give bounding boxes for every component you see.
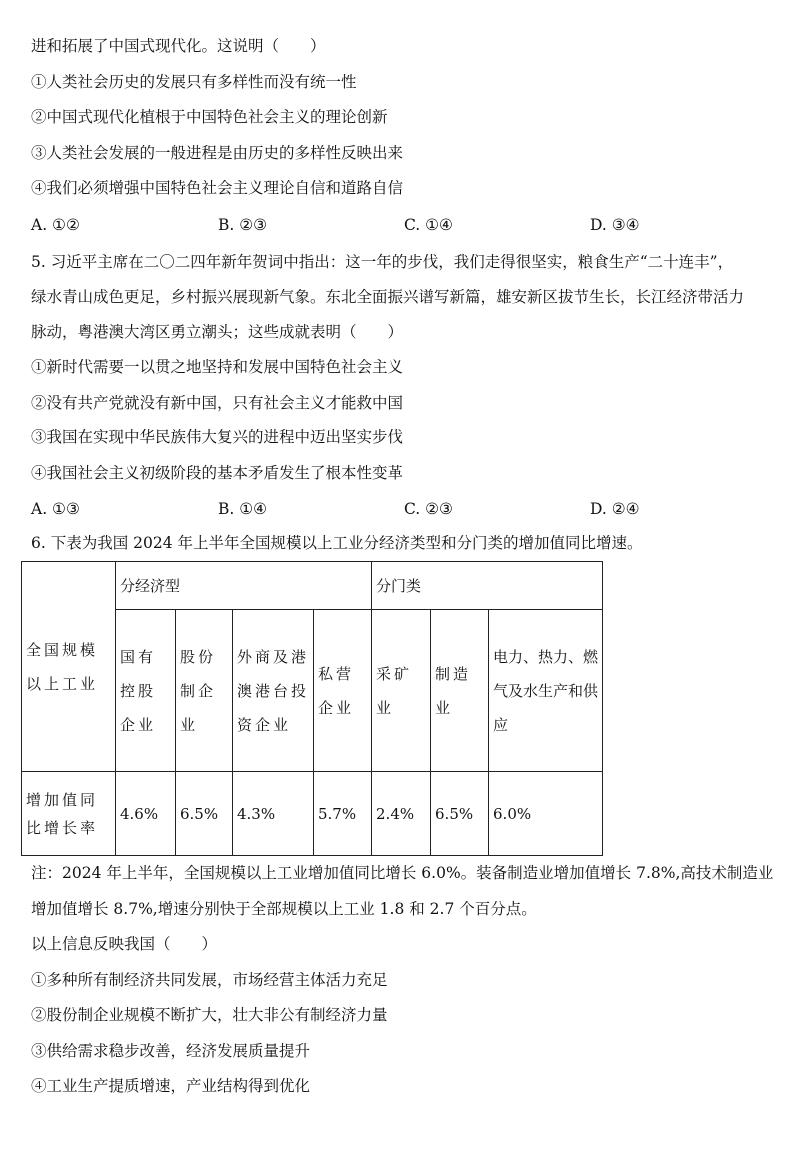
group-header-sector: 分门类 xyxy=(372,562,603,610)
q4-option-b: B. ②③ xyxy=(218,216,268,234)
q5-option-c: C. ②③ xyxy=(404,500,453,518)
q5-option-b: B. ①④ xyxy=(218,500,268,518)
table-cell: 4.6% xyxy=(116,772,176,856)
column-header: 外商及港澳港台投资企业 xyxy=(233,610,314,772)
table-cell: 4.3% xyxy=(233,772,314,856)
q4-option-c: C. ①④ xyxy=(404,216,453,234)
q6-item-4: ④工业生产提质增速，产业结构得到优化 xyxy=(31,1077,311,1095)
q5-stem-line-1: 5. 习近平主席在二〇二四年新年贺词中指出：这一年的步伐，我们走得很坚实，粮食生产“二十连丰”， xyxy=(31,253,734,271)
q5-item-1: ①新时代需要一以贯之地坚持和发展中国特色社会主义 xyxy=(31,358,404,376)
q6-stem: 6. 下表为我国 2024 年上半年全国规模以上工业分经济类型和分门类的增加值同比增速。 xyxy=(31,534,643,552)
growth-table xyxy=(21,561,603,856)
column-header: 制造业 xyxy=(431,610,489,772)
q4-item-3: ③人类社会发展的一般进程是由历史的多样性反映出来 xyxy=(31,144,404,162)
q6-item-3: ③供给需求稳步改善，经济发展质量提升 xyxy=(31,1041,311,1060)
q4-option-a: A. ①② xyxy=(31,216,80,234)
q6-body xyxy=(0,561,800,1096)
q4-item-4: ④我们必须增强中国特色社会主义理论自信和道路自信 xyxy=(31,179,404,197)
q4-item-1: ①人类社会历史的发展只有多样性而没有统一性 xyxy=(31,73,357,91)
value-row-label: 增加值同比增长率 xyxy=(22,772,116,856)
table-cell: 6.0% xyxy=(489,772,603,856)
q4-option-d: D. ③④ xyxy=(590,216,640,234)
column-header: 采矿业 xyxy=(372,610,431,772)
q6-question: 以上信息反映我国（ ） xyxy=(31,935,218,953)
q5-option-d: D. ②④ xyxy=(590,500,640,518)
table-cell: 2.4% xyxy=(372,772,431,856)
table-cell: 6.5% xyxy=(431,772,489,856)
group-header-economic-type: 分经济型 xyxy=(116,562,372,610)
q6-note-line-1: 注：2024 年上半年，全国规模以上工业增加值同比增长 6.0%。装备制造业增加值增长 7.8%,高技术制造业 xyxy=(31,864,774,882)
column-header: 电力、热力、燃气及水生产和供应 xyxy=(489,610,603,772)
q5-option-a: A. ①③ xyxy=(31,500,80,518)
q6-item-2: ②股份制企业规模不断扩大，壮大非公有制经济力量 xyxy=(31,1006,388,1024)
column-header: 私营企业 xyxy=(314,610,372,772)
column-header: 股份制企业 xyxy=(176,610,233,772)
column-header: 国有控股企业 xyxy=(116,610,176,772)
q5-item-4: ④我国社会主义初级阶段的基本矛盾发生了根本性变革 xyxy=(31,464,404,482)
q5-item-3: ③我国在实现中华民族伟大复兴的进程中迈出坚实步伐 xyxy=(31,428,404,446)
table-cell: 5.7% xyxy=(314,772,372,856)
q6-note-line-2: 增加值增长 8.7%,增速分别快于全部规模以上工业 1.8 和 2.7 个百分点。 xyxy=(31,899,537,918)
q5-item-2: ②没有共产党就没有新中国，只有社会主义才能救中国 xyxy=(31,394,404,412)
table-cell: 6.5% xyxy=(176,772,233,856)
q6-item-1: ①多种所有制经济共同发展，市场经营主体活力充足 xyxy=(31,970,388,989)
q4-stem: 进和拓展了中国式现代化。这说明（ ） xyxy=(31,37,326,55)
q4-item-2: ②中国式现代化植根于中国特色社会主义的理论创新 xyxy=(31,108,388,126)
q5-stem-line-3: 脉动，粤港澳大湾区勇立潮头；这些成就表明（ ） xyxy=(31,323,404,341)
row-header: 全国规模以上工业 xyxy=(22,562,116,772)
q5-stem-line-2: 绿水青山成色更足，乡村振兴展现新气象。东北全面振兴谱写新篇，雄安新区拔节生长，长江经济带活力 xyxy=(31,288,745,306)
